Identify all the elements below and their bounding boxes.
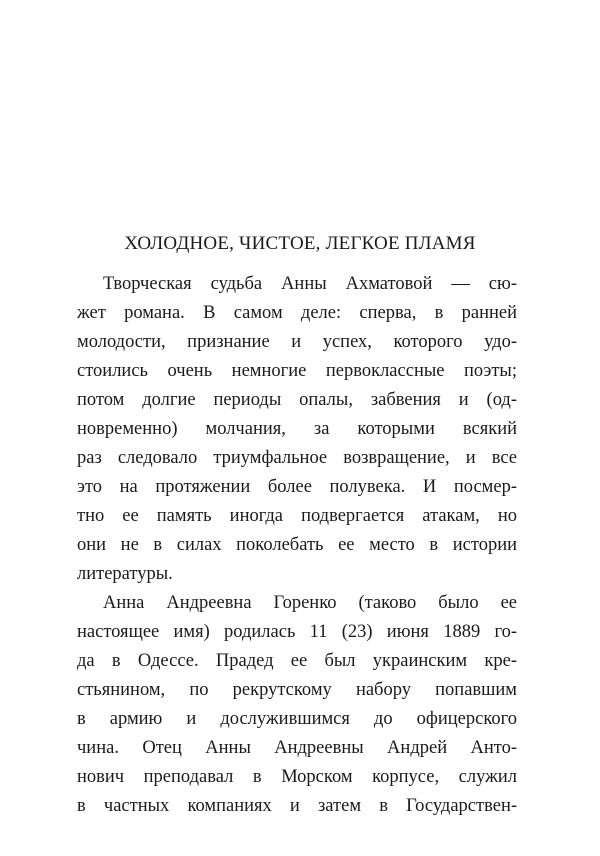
text-line: тно ее память иногда подвергается атакам, но (77, 506, 517, 526)
text-line: в армию и дослужившимся до офицерского (77, 709, 517, 729)
text-line: в частных компаниях и затем в Государствен- (77, 796, 517, 816)
body-text (77, 270, 517, 821)
text-line: молодости, признание и успех, которого удо- (77, 332, 517, 352)
text-line: чина. Отец Анны Андреевны Андрей Анто- (77, 738, 517, 758)
text-line: потом долгие периоды опалы, забвения и (од- (77, 390, 517, 410)
text-line: стоились очень немногие первоклассные поэты; (77, 361, 517, 381)
paragraph (77, 589, 517, 821)
paragraph (77, 270, 517, 589)
text-line: стьянином, по рекрутскому набору попавшим (77, 680, 517, 700)
text-line: новременно) молчания, за которыми всякий (77, 419, 517, 439)
text-line: жет романа. В самом деле: сперва, в ранней (77, 303, 517, 323)
text-line: настоящее имя) родилась 11 (23) июня 1889 го- (77, 622, 517, 642)
chapter-title: ХОЛОДНОЕ, ЧИСТОЕ, ЛЕГКОЕ ПЛАМЯ (124, 233, 476, 254)
text-line: Творческая судьба Анны Ахматовой — сю- (103, 274, 517, 294)
text-line: раз следовало триумфальное возвращение, и все (77, 448, 517, 468)
text-line: они не в силах поколебать ее место в истории (77, 535, 517, 555)
text-line: нович преподавал в Морском корпусе, служил (77, 767, 517, 787)
text-line: Анна Андреевна Горенко (таково было ее (103, 593, 517, 613)
text-line: да в Одессе. Прадед ее был украинским кре- (77, 651, 517, 671)
text-line: это на протяжении более полувека. И посмер- (77, 477, 517, 497)
text-line: литературы. (77, 564, 173, 584)
